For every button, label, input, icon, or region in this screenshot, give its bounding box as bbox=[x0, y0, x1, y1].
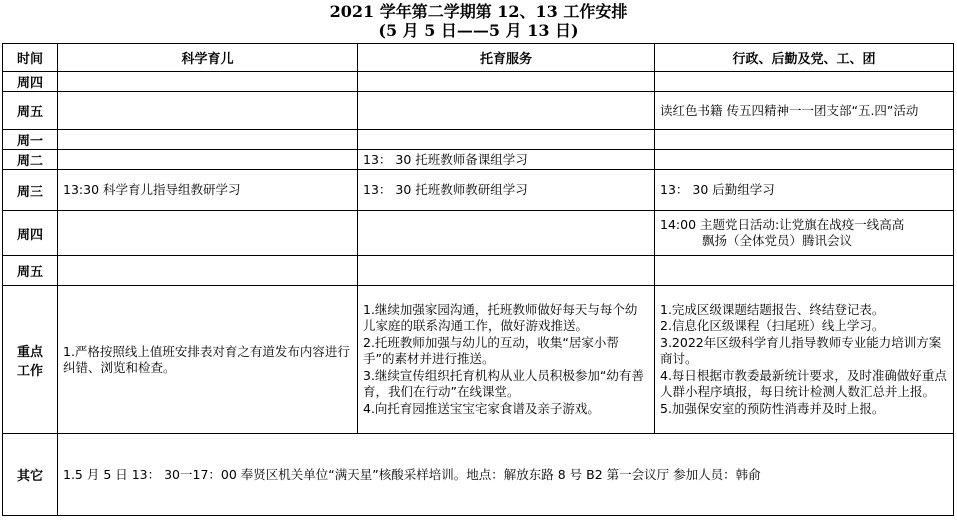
document-title bbox=[0, 2, 957, 40]
list-item: 4.每日根据市教委最新统计要求，及时准确做好重点人群小程序填报，每日统计检测人数汇总并上报。 bbox=[660, 367, 947, 400]
childcare-cell: 13： 30 托班教师备课组学习 bbox=[358, 150, 655, 170]
header-admin: 行政、后勤及党、工、团 bbox=[655, 44, 954, 72]
childcare-cell bbox=[358, 211, 655, 256]
title-line-1: 2021 学年第二学期第 12、13 工作安排 bbox=[329, 2, 628, 21]
day-cell: 周四 bbox=[3, 211, 58, 256]
header-row bbox=[3, 44, 954, 72]
childcare-cell bbox=[358, 92, 655, 130]
list-item: 2.托班教师加强与幼儿的互动，收集“居家小帮手”的素材并进行推送。 bbox=[363, 334, 619, 367]
childcare-cell: 13： 30 托班教师教研组学习 bbox=[358, 170, 655, 211]
day-cell: 周二 bbox=[3, 150, 58, 170]
key-childcare-list bbox=[363, 302, 649, 418]
key-admin-list bbox=[660, 302, 948, 418]
table-row bbox=[3, 130, 954, 150]
list-item: 3.2022年区级科学育儿指导教师专业能力培训方案商讨。 bbox=[660, 334, 942, 367]
table-row bbox=[3, 256, 954, 286]
admin-cell bbox=[655, 150, 954, 170]
science-cell bbox=[58, 72, 358, 92]
header-time: 时间 bbox=[3, 44, 58, 72]
day-cell: 周一 bbox=[3, 130, 58, 150]
other-row bbox=[3, 434, 954, 516]
admin-line: 14:00 主题党日活动:让党旗在战疫一线高高 bbox=[660, 217, 905, 232]
list-item: 1.完成区级课题结题报告、终结登记表。 bbox=[660, 301, 885, 317]
admin-cell bbox=[655, 211, 954, 256]
childcare-cell bbox=[358, 256, 655, 286]
key-work-label bbox=[3, 286, 58, 434]
header-childcare: 托育服务 bbox=[358, 44, 655, 72]
table-row bbox=[3, 72, 954, 92]
list-item: 2.信息化区级课程（扫尾班）线上学习。 bbox=[660, 318, 885, 334]
childcare-cell bbox=[358, 72, 655, 92]
other-label: 其它 bbox=[3, 434, 58, 516]
table-row bbox=[3, 92, 954, 130]
list-item: 3.继续宣传组织托育机构从业人员积极参加“幼有善育，我们在行动”在线课堂。 bbox=[363, 367, 644, 400]
key-work-row bbox=[3, 286, 954, 434]
key-admin-cell bbox=[655, 286, 954, 434]
admin-line: 飘扬（全体党员）腾讯会议 bbox=[702, 233, 853, 248]
childcare-cell bbox=[358, 130, 655, 150]
title-line-2: (5 月 5 日——5 月 13 日) bbox=[378, 21, 579, 40]
table-row bbox=[3, 211, 954, 256]
admin-cell: 读红色书籍 传五四精神一一团支部“五.四”活动 bbox=[655, 92, 954, 130]
day-cell: 周五 bbox=[3, 92, 58, 130]
table-row bbox=[3, 150, 954, 170]
science-cell bbox=[58, 150, 358, 170]
other-content: 1.5 月 5 日 13： 30一17：00 奉贤区机关单位“满天星”核酸采样培训。地点：解放东路 8 号 B2 第一会议厅 参加人员：韩俞 bbox=[58, 434, 954, 516]
science-cell: 13:30 科学育儿指导组教研学习 bbox=[58, 170, 358, 211]
admin-cell: 13： 30 后勤组学习 bbox=[655, 170, 954, 211]
list-item: 5.加强保安室的预防性消毒并及时上报。 bbox=[660, 400, 885, 416]
science-cell bbox=[58, 130, 358, 150]
day-cell: 周四 bbox=[3, 72, 58, 92]
header-science: 科学育儿 bbox=[58, 44, 358, 72]
key-childcare-cell bbox=[358, 286, 655, 434]
key-work-label-line: 工作 bbox=[16, 363, 43, 379]
list-item: 4.向托育园推送宝宝宅家食谱及亲子游戏。 bbox=[363, 400, 600, 416]
science-cell bbox=[58, 211, 358, 256]
science-cell bbox=[58, 92, 358, 130]
list-item: 1.继续加强家园沟通，托班教师做好每天与每个幼儿家庭的联系沟通工作，做好游戏推送。 bbox=[363, 301, 638, 334]
key-science-cell: 1.严格按照线上值班安排表对育之有道发布内容进行纠错、浏览和检查。 bbox=[58, 286, 358, 434]
admin-cell bbox=[655, 256, 954, 286]
admin-cell bbox=[655, 72, 954, 92]
admin-cell bbox=[655, 130, 954, 150]
schedule-table bbox=[2, 43, 954, 516]
science-cell bbox=[58, 256, 358, 286]
day-cell: 周三 bbox=[3, 170, 58, 211]
day-cell: 周五 bbox=[3, 256, 58, 286]
key-work-label-line: 重点 bbox=[16, 344, 43, 360]
table-row bbox=[3, 170, 954, 211]
